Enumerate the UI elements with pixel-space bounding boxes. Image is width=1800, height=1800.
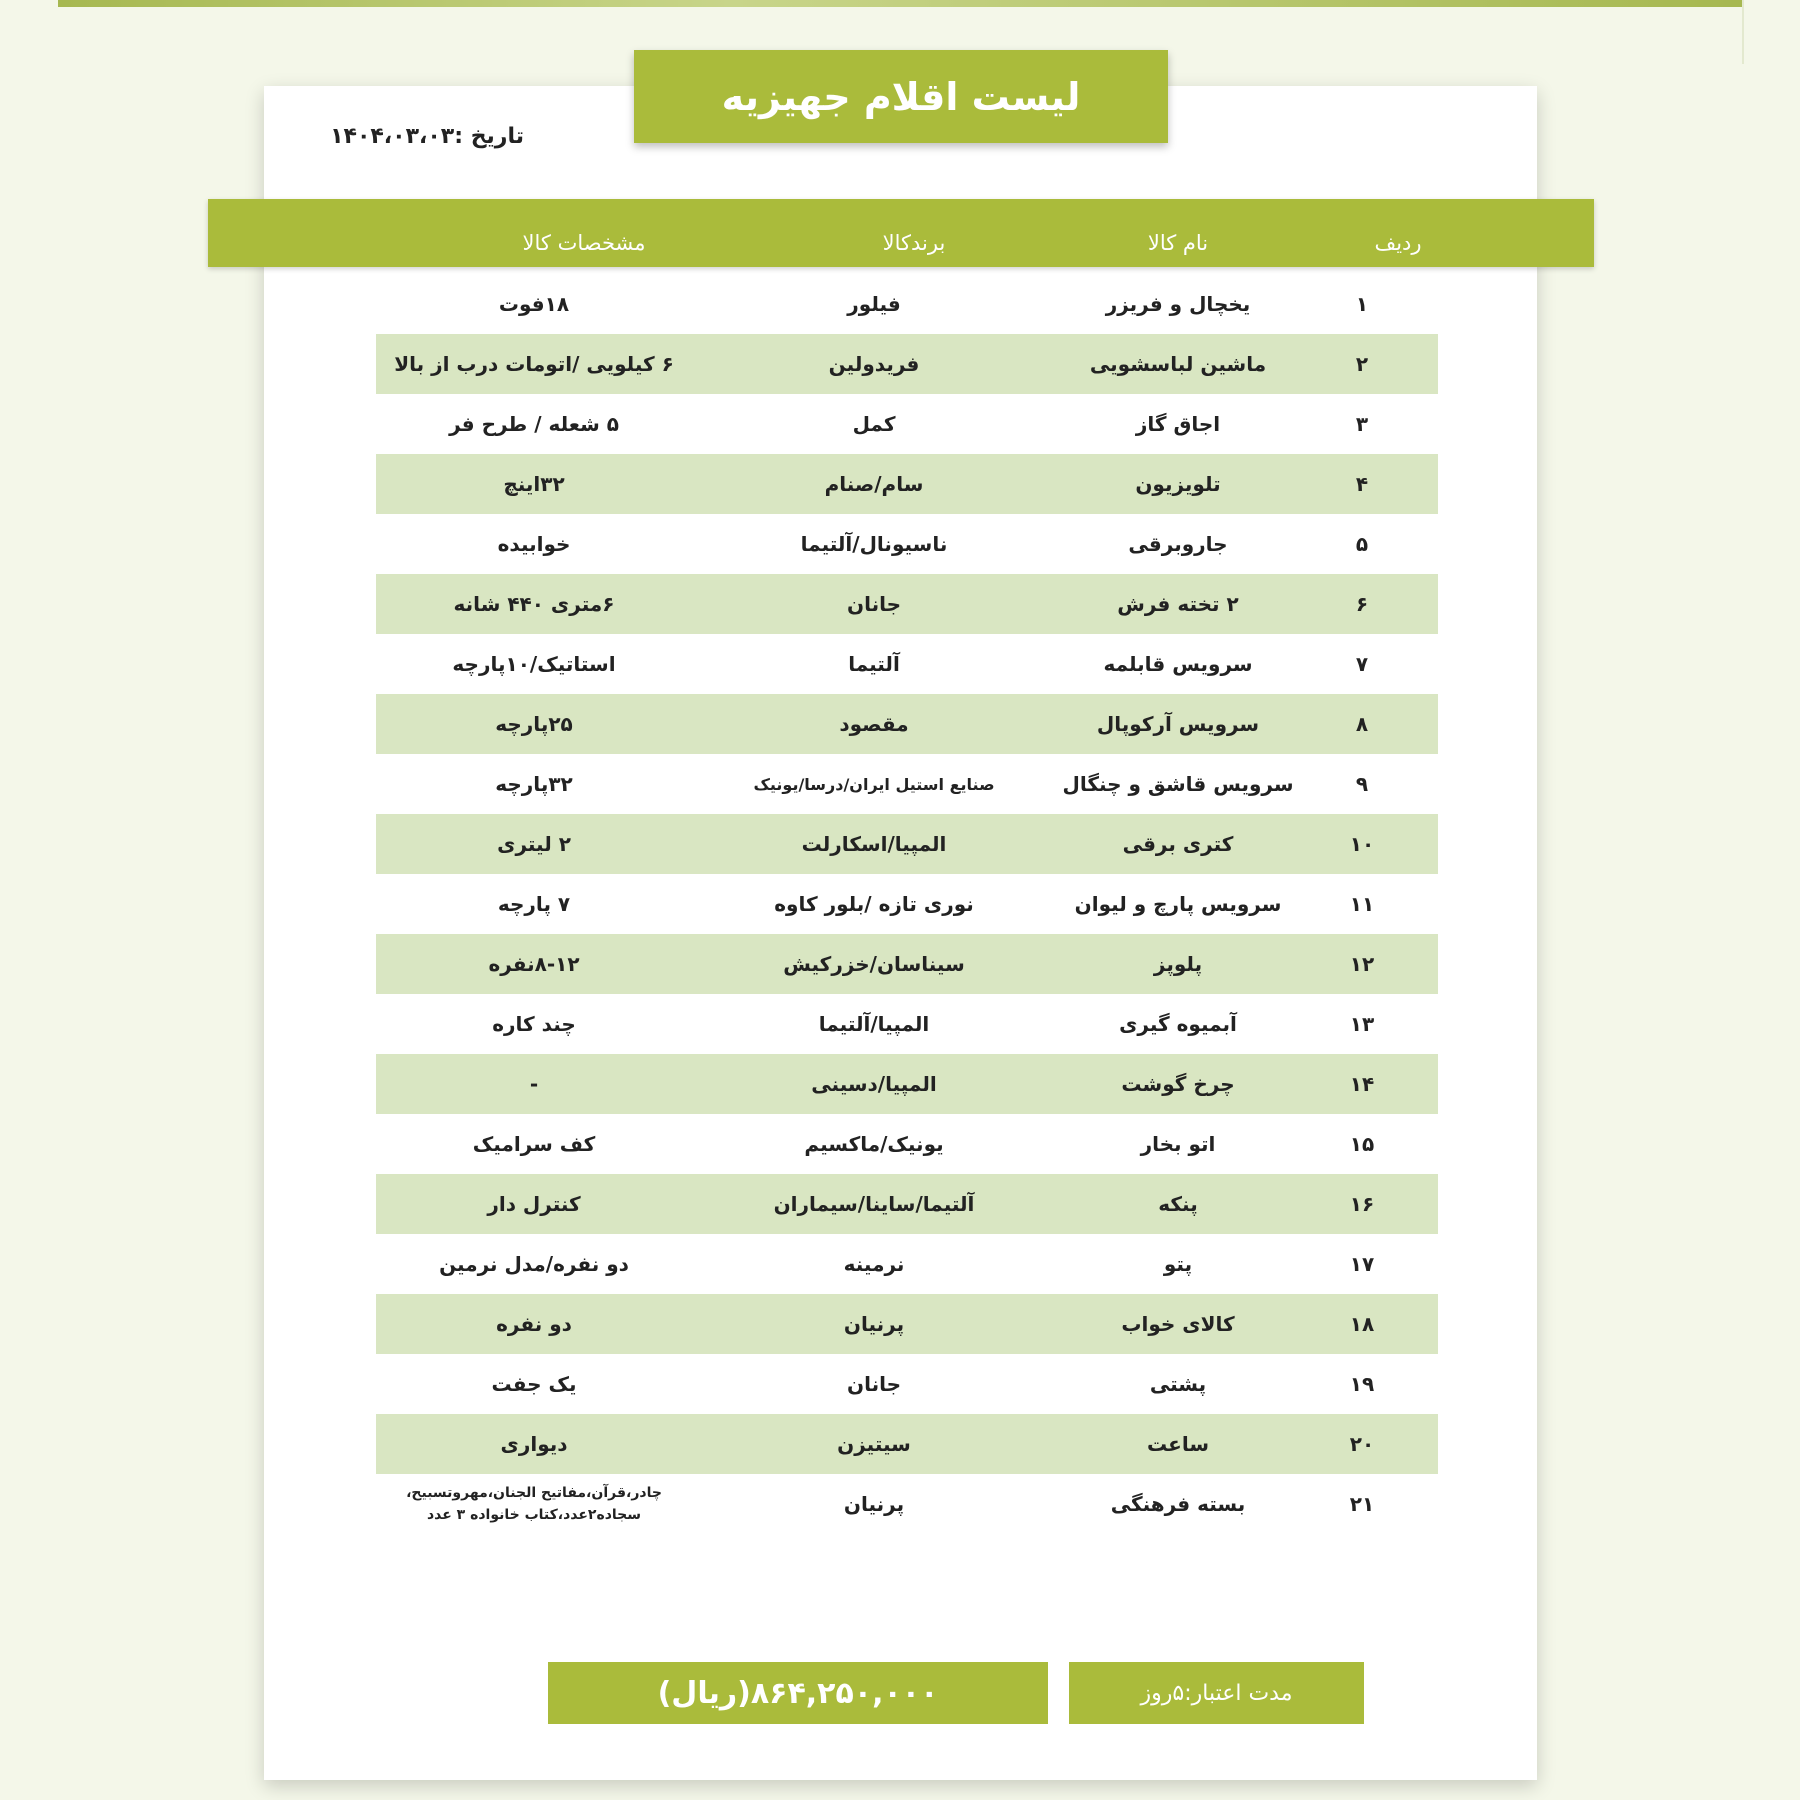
- row-num: ۱۰: [1349, 832, 1375, 856]
- row-spec: کف سرامیک: [472, 1132, 596, 1156]
- row-spec: خوابیده: [497, 532, 571, 556]
- row-brand: صنایع استیل ایران/درسا/یونیک: [753, 774, 995, 794]
- document-date: تاریخ :۱۴۰۴،۰۳،۰۳: [330, 124, 524, 149]
- header-brand: برندکالا: [882, 231, 946, 255]
- table-row: [376, 1474, 1438, 1534]
- row-spec: ۲ لیتری: [497, 832, 571, 856]
- table-row: [376, 1054, 1438, 1114]
- row-name: جاروبرقی: [1128, 532, 1228, 556]
- table-row: [376, 694, 1438, 754]
- row-brand: نرمینه: [843, 1252, 905, 1276]
- row-name: سرویس قابلمه: [1103, 652, 1253, 676]
- row-spec: ۳۲اینچ: [503, 472, 565, 496]
- row-spec: -: [529, 1072, 539, 1096]
- total-price-badge: ۸۶۴,۲۵۰,۰۰۰(ریال): [548, 1662, 1048, 1724]
- row-name: کالای خواب: [1121, 1312, 1235, 1336]
- row-brand: آلتیما: [848, 652, 900, 676]
- row-brand: المپیا/آلتیما: [818, 1012, 930, 1036]
- row-name: یخچال و فریزر: [1105, 292, 1251, 316]
- row-num: ۸: [1355, 712, 1369, 736]
- row-name: سرویس آرکوپال: [1096, 712, 1260, 736]
- row-name: پتو: [1163, 1252, 1193, 1276]
- table-row: [376, 814, 1438, 874]
- row-name: سرویس پارچ و لیوان: [1074, 892, 1282, 916]
- row-num: ۲۱: [1349, 1492, 1375, 1516]
- table-row: [376, 274, 1438, 334]
- row-spec: ۷ پارچه: [497, 892, 571, 916]
- row-brand: پرنیان: [843, 1312, 905, 1336]
- row-spec: دو نفره: [496, 1312, 572, 1336]
- row-num: ۱۲: [1349, 952, 1375, 976]
- table-row: [376, 1174, 1438, 1234]
- row-spec: یک جفت: [491, 1372, 577, 1396]
- row-brand: پرنیان: [843, 1492, 905, 1516]
- table-row: [376, 934, 1438, 994]
- row-spec: استاتیک/۱۰پارچه: [452, 652, 616, 676]
- table-row: [376, 514, 1438, 574]
- row-num: ۷: [1355, 652, 1369, 676]
- row-name: پلوپز: [1153, 952, 1203, 976]
- row-brand: سیتیزن: [837, 1432, 911, 1456]
- row-brand: فریدولین: [828, 352, 920, 376]
- row-spec: دو نفره/مدل نرمین: [439, 1252, 629, 1276]
- row-spec: چادر،قرآن،مفاتیح الجنان،مهروتسبیح، سجاده۲عدد،کتاب خانواده ۳ عدد: [406, 1485, 662, 1523]
- row-num: ۱۷: [1349, 1252, 1375, 1276]
- row-name: ماشین لباسشویی: [1089, 352, 1267, 376]
- row-spec: چند کاره: [492, 1012, 576, 1036]
- row-name: اجاق گاز: [1135, 412, 1221, 436]
- row-name: بسته فرهنگی: [1110, 1492, 1246, 1516]
- table-row: [376, 634, 1438, 694]
- row-name: چرخ گوشت: [1121, 1072, 1235, 1096]
- row-name: اتو بخار: [1140, 1132, 1216, 1156]
- document-title: لیست اقلام جهیزیه: [634, 50, 1168, 143]
- row-spec: ۶متری ۴۴۰ شانه: [453, 592, 615, 616]
- row-spec: ۶ کیلویی /اتومات درب از بالا: [394, 352, 674, 376]
- row-num: ۶: [1355, 592, 1369, 616]
- row-brand: ناسیونال/آلتیما: [800, 532, 948, 556]
- row-num: ۳: [1355, 412, 1369, 436]
- header-num: ردیف: [1374, 231, 1422, 255]
- row-spec: ۱۸فوت: [498, 292, 570, 316]
- row-brand: المپیا/اسکارلت: [801, 832, 947, 856]
- row-num: ۱۱: [1349, 892, 1375, 916]
- table-row: [376, 994, 1438, 1054]
- row-name: ۲ تخته فرش: [1117, 592, 1239, 616]
- row-name: کتری برقی: [1122, 832, 1234, 856]
- row-spec: ۸-۱۲نفره: [488, 952, 580, 976]
- table-row: [376, 874, 1438, 934]
- row-spec: ۵ شعله / طرح فر: [449, 412, 619, 436]
- row-num: ۱۴: [1349, 1072, 1375, 1096]
- row-brand: جانان: [847, 592, 902, 616]
- row-name: پشتی: [1149, 1372, 1207, 1396]
- row-num: ۵: [1355, 532, 1369, 556]
- row-num: ۱۵: [1349, 1132, 1375, 1156]
- table-row: [376, 1294, 1438, 1354]
- row-brand: جانان: [847, 1372, 902, 1396]
- row-name: پنکه: [1158, 1192, 1198, 1216]
- row-brand: آلتیما/ساینا/سیماران: [773, 1192, 975, 1216]
- row-name: سرویس قاشق و چنگال: [1062, 772, 1294, 796]
- row-name: تلویزیون: [1135, 472, 1221, 496]
- table-row: [376, 1114, 1438, 1174]
- header-spec: مشخصات کالا: [522, 231, 646, 255]
- row-num: ۲: [1355, 352, 1369, 376]
- row-spec: ۳۲پارچه: [495, 772, 573, 796]
- row-num: ۱: [1355, 292, 1369, 316]
- table-row: [376, 1354, 1438, 1414]
- table-row: [376, 1414, 1438, 1474]
- top-decorative-band: [58, 0, 1742, 7]
- header-name: نام کالا: [1147, 231, 1209, 255]
- row-brand: فیلور: [847, 292, 901, 316]
- table-row: [376, 574, 1438, 634]
- right-decorative-line: [1742, 0, 1744, 64]
- row-num: ۴: [1355, 472, 1369, 496]
- row-spec: دیواری: [500, 1432, 568, 1456]
- row-spec: ۲۵پارچه: [495, 712, 573, 736]
- table-row: [376, 1234, 1438, 1294]
- table-row: [376, 454, 1438, 514]
- table-row: [376, 754, 1438, 814]
- row-brand: نوری تازه /بلور کاوه: [774, 892, 974, 916]
- row-brand: مقصود: [839, 712, 909, 736]
- row-num: ۲۰: [1349, 1432, 1375, 1456]
- row-num: ۱۶: [1349, 1192, 1375, 1216]
- row-brand: سام/صنام: [824, 472, 924, 496]
- table-row: [376, 334, 1438, 394]
- row-num: ۹: [1355, 772, 1369, 796]
- row-num: ۱۸: [1349, 1312, 1375, 1336]
- row-name: آبمیوه گیری: [1119, 1012, 1237, 1036]
- row-brand: کمل: [852, 412, 896, 436]
- validity-badge: مدت اعتبار:۵روز: [1069, 1662, 1364, 1724]
- row-name: ساعت: [1147, 1432, 1210, 1456]
- row-num: ۱۹: [1349, 1372, 1375, 1396]
- row-spec: کنترل دار: [487, 1192, 581, 1216]
- table-header: [208, 199, 1594, 267]
- row-num: ۱۳: [1349, 1012, 1375, 1036]
- row-brand: المپیا/دسینی: [811, 1072, 937, 1096]
- row-brand: یونیک/ماکسیم: [804, 1132, 944, 1156]
- row-brand: سیناسان/خزرکیش: [783, 952, 965, 976]
- table-row: [376, 394, 1438, 454]
